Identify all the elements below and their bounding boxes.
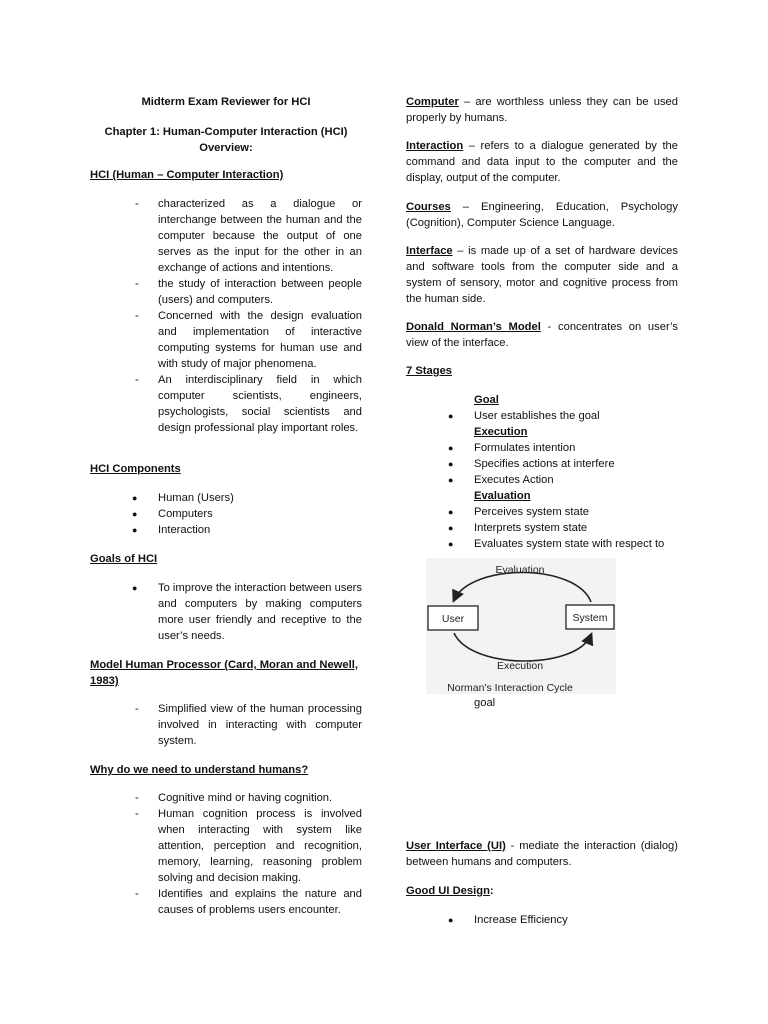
norman-text: - concentrates on user’s view of the interface.: [406, 321, 678, 349]
interface-definition: [406, 243, 678, 307]
execution-subheading: Execution: [474, 426, 528, 438]
list-item: ● Human (Users): [90, 490, 362, 506]
ui-term: User Interface (UI): [406, 840, 506, 852]
list-item: ● To improve the interaction between users and computers by making computers more user friendly and receptive to the user’s needs.: [90, 580, 362, 644]
computer-text: – are worthless unless they can be used properly by humans.: [406, 96, 678, 124]
user-label: User: [441, 613, 465, 625]
good-ui-heading: [406, 883, 494, 899]
mhp-list: [90, 701, 362, 749]
list-item: ● Increase Efficiency: [406, 912, 678, 928]
interface-text: – is made up of a set of hardware devices and software tools from the computer side and a system of sensory, motor and cognitive process from the human side.: [406, 245, 678, 305]
goal-subheading: Goal: [474, 394, 499, 406]
goal-list: [406, 408, 678, 424]
computer-term: Computer: [406, 96, 459, 108]
system-label: System: [572, 612, 608, 624]
components-heading: HCI Components: [90, 463, 181, 475]
norman-term: Donald Norman’s Model: [406, 321, 541, 333]
courses-definition: [406, 199, 678, 231]
why-list: [90, 790, 362, 918]
hci-definition-list: [90, 196, 362, 436]
goals-list: [90, 580, 362, 644]
list-item: ● Interaction: [90, 522, 362, 538]
list-item: ● Evaluates system state with respect to: [406, 536, 678, 552]
norman-definition: [406, 319, 678, 351]
ui-definition: [406, 838, 678, 870]
list-item: - An interdisciplinary field in which computer scientists, engineers, psychologists, social scientists and design professional play important roles.: [90, 372, 362, 436]
list-item: - the study of interaction between people (users) and computers.: [90, 276, 362, 308]
good-ui-heading-colon: :: [489, 885, 494, 897]
mhp-heading: Model Human Processor (Card, Moran and Newell, 1983): [90, 659, 358, 687]
interaction-text: – refers to a dialogue generated by the command and data input to the computer and the display, output of the computer.: [406, 140, 678, 184]
courses-term: Courses: [406, 201, 451, 213]
courses-text: – Engineering, Education, Psychology (Cognition), Computer Science Language.: [406, 201, 678, 229]
list-item: - Simplified view of the human processing involved in interacting with computer system.: [90, 701, 362, 749]
goal-continuation: goal: [474, 697, 496, 709]
chapter-title: Chapter 1: Human-Computer Interaction (HCI) Overview:: [104, 126, 348, 154]
good-ui-list: [406, 912, 678, 928]
components-list: [90, 490, 362, 538]
document-title: Midterm Exam Reviewer for HCI: [141, 96, 311, 108]
execution-list: [406, 440, 678, 488]
list-item: ● Formulates intention: [406, 440, 678, 456]
list-item: - Cognitive mind or having cognition.: [90, 790, 362, 806]
stages-list: [406, 392, 678, 552]
list-item: - characterized as a dialogue or interchange between the human and the computer because the output of one serves as the input for the other in an exchange of actions and intentions.: [90, 196, 362, 276]
interaction-term: Interaction: [406, 140, 464, 152]
why-heading: Why do we need to understand humans?: [90, 764, 309, 776]
list-item: ● Perceives system state: [406, 504, 678, 520]
evaluation-subheading: Evaluation: [474, 490, 531, 502]
list-item: ● Specifies actions at interfere: [406, 456, 678, 472]
list-item: - Human cognition process is involved when interacting with system like attention, perception and recognition, memory, learning, reasoning problem solving and decision making.: [90, 806, 362, 886]
good-ui-heading-text: Good UI Design: [406, 885, 490, 897]
ui-text: - mediate the interaction (dialog) between humans and computers.: [406, 840, 679, 868]
diagram-caption: Norman's Interaction Cycle: [447, 682, 573, 694]
interaction-definition: [406, 138, 678, 186]
evaluation-label: Evaluation: [495, 564, 545, 576]
list-item: - Concerned with the design evaluation and implementation of interactive computing systems for human use and with study of major phenomena.: [90, 308, 362, 372]
interface-term: Interface: [406, 245, 453, 257]
list-item: - Identifies and explains the nature and causes of problems users encounter.: [90, 886, 362, 918]
computer-definition: [406, 94, 678, 126]
list-item: ● User establishes the goal: [406, 408, 678, 424]
evaluation-list: [406, 504, 678, 552]
execution-label: Execution: [496, 660, 544, 672]
stages-heading: 7 Stages: [406, 365, 453, 377]
goals-heading: Goals of HCI: [90, 553, 158, 565]
list-item: ● Executes Action: [406, 472, 678, 488]
list-item: ● Computers: [90, 506, 362, 522]
hci-heading: HCI (Human – Computer Interaction): [90, 169, 284, 181]
list-item: ● Interprets system state: [406, 520, 678, 536]
norman-cycle-diagram: [426, 558, 616, 694]
